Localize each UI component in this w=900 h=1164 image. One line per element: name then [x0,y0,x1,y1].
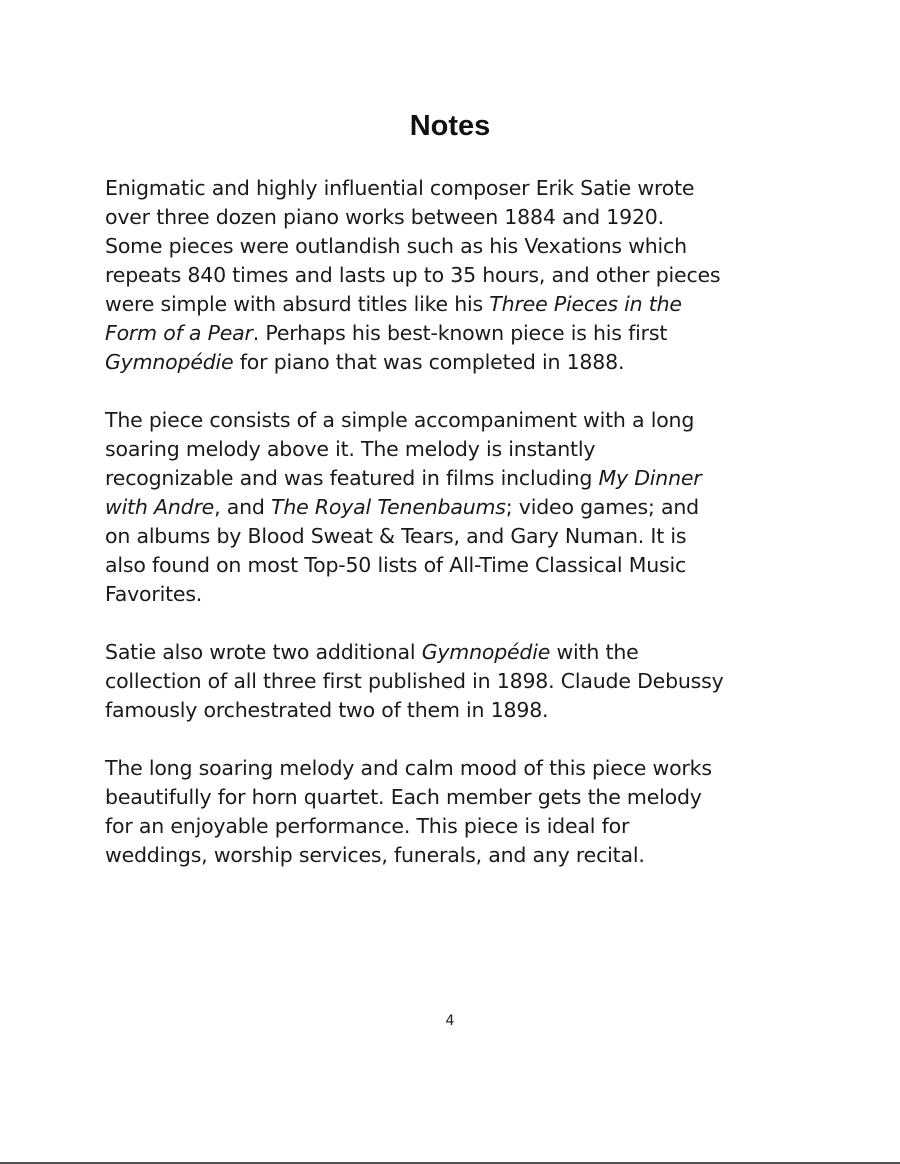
text-segment: beautifully for horn quartet. Each member gets the melody [105,785,702,809]
text-line [105,348,805,377]
text-segment: on albums by Blood Sweat & Tears, and Gary Numan. It is [105,524,687,548]
text-line [105,754,805,783]
text-segment: Favorites. [105,582,203,606]
text-line [105,290,805,319]
italic-title: Gymnopédie [421,640,551,664]
text-segment: were simple with absurd titles like his [105,292,490,316]
text-segment: Some pieces were outlandish such as his Vexations which [105,234,687,258]
text-segment: , and [214,495,272,519]
notes-body [105,174,805,899]
text-line [105,696,805,725]
italic-title: Three Pieces in the [489,292,682,316]
text-line [105,638,805,667]
italic-title: with Andre [105,495,215,519]
text-segment: Satie also wrote two additional [105,640,422,664]
text-line [105,812,805,841]
text-segment: for an enjoyable performance. This piece is ideal for [105,814,630,838]
text-line [105,406,805,435]
text-line [105,232,805,261]
text-segment: repeats 840 times and lasts up to 35 hours, and other pieces [105,263,721,287]
paragraph [105,754,805,870]
text-line [105,493,805,522]
text-line [105,203,805,232]
text-segment: famously orchestrated two of them in 1898. [105,698,549,722]
italic-title: My Dinner [598,466,702,490]
text-line [105,174,805,203]
text-line [105,435,805,464]
text-segment: The long soaring melody and calm mood of this piece works [105,756,712,780]
page-title: Notes [409,110,491,142]
text-line [105,522,805,551]
text-segment: recognizable and was featured in films including [105,466,599,490]
text-line [105,667,805,696]
paragraph [105,638,805,725]
text-segment: The piece consists of a simple accompaniment with a long [105,408,695,432]
text-segment: over three dozen piano works between 1884 and 1920. [105,205,664,229]
text-line [105,841,805,870]
text-line [105,783,805,812]
italic-title: Gymnopédie [105,350,234,374]
text-line [105,464,805,493]
page-number: 4 [445,1013,455,1029]
text-segment: weddings, worship services, funerals, and any recital. [105,843,645,867]
paragraph [105,174,805,377]
italic-title: The Royal Tenenbaums [271,495,506,519]
text-segment: with the [550,640,639,664]
text-line [105,319,805,348]
text-segment: for piano that was completed in 1888. [233,350,625,374]
text-segment: ; video games; and [505,495,699,519]
paragraph [105,406,805,609]
text-segment: Enigmatic and highly influential composer Erik Satie wrote [105,176,695,200]
text-segment: collection of all three first published in 1898. Claude Debussy [105,669,724,693]
text-segment: soaring melody above it. The melody is instantly [105,437,596,461]
text-line [105,261,805,290]
text-segment: also found on most Top-50 lists of All-Time Classical Music [105,553,687,577]
text-segment: . Perhaps his best-known piece is his first [252,321,668,345]
text-line [105,551,805,580]
italic-title: Form of a Pear [105,321,253,345]
text-line [105,580,805,609]
